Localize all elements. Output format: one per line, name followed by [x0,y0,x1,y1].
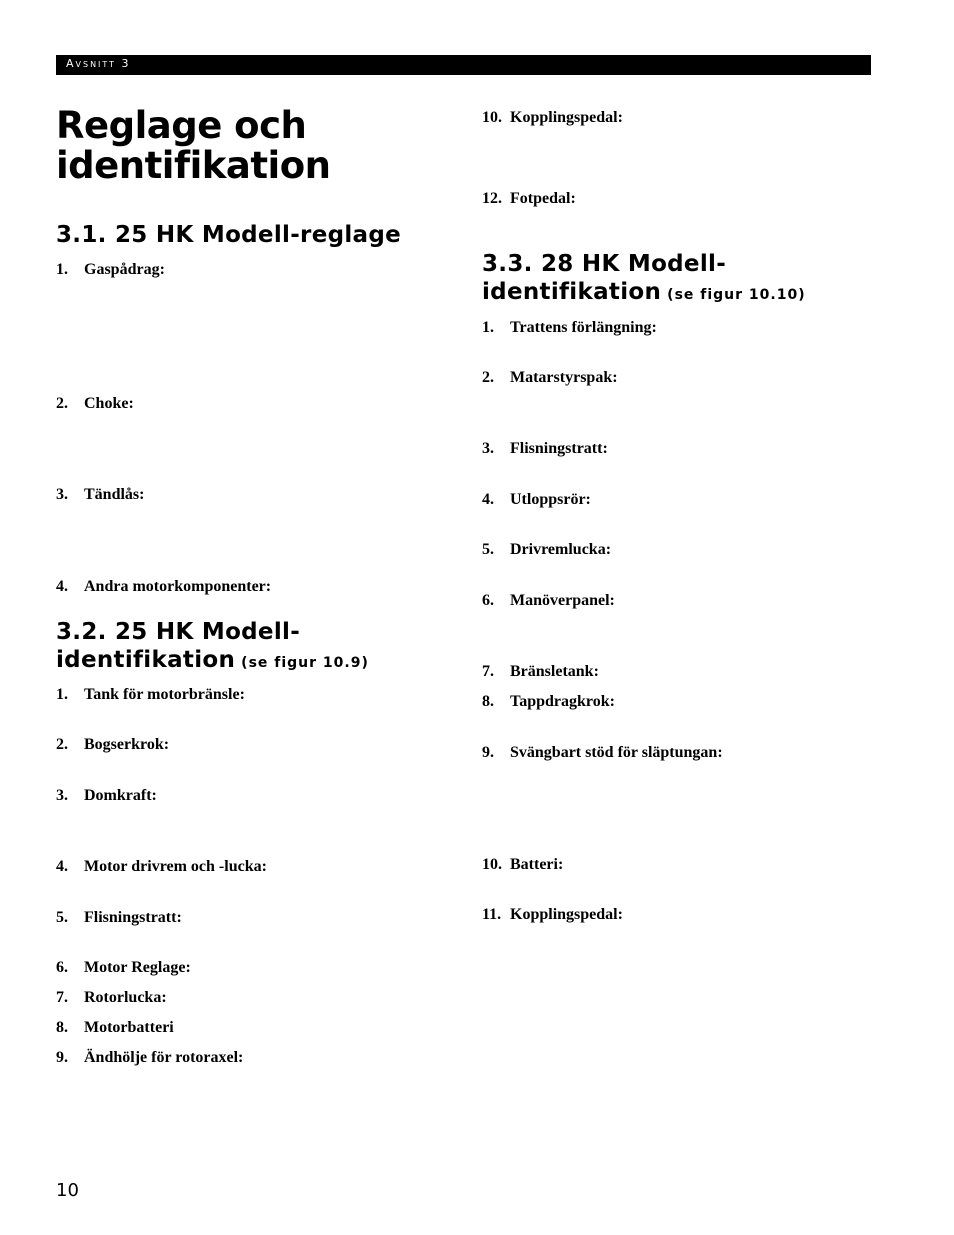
list-item [56,486,145,504]
list-item [56,686,245,704]
item-label: Flisningstratt: [84,909,182,926]
item-label: Motor drivrem och -lucka: [84,858,267,875]
item-label: Kopplingspedal: [510,906,623,923]
item-label: Andra motorkomponenter: [84,578,272,595]
figure-reference: (se figur 10.10) [667,287,806,303]
item-label: Matarstyrspak: [510,369,618,386]
item-label: Tank för motorbränsle: [84,686,245,703]
section-header-bar [56,55,871,75]
item-label: Bogserkrok: [84,736,170,753]
item-number: 4. [56,858,68,875]
list-item [482,592,615,610]
item-number: 7. [56,989,68,1006]
item-number: 4. [56,578,68,595]
item-label: Rotorlucka: [84,989,167,1006]
item-label: Domkraft: [84,787,157,804]
list-item [482,541,612,559]
item-label: Ändhölje för rotoraxel: [84,1049,244,1066]
item-number: 11. [482,906,502,923]
list-item [56,736,170,754]
item-number: 5. [56,909,68,926]
item-number: 2. [56,395,68,412]
list-item [56,1019,174,1037]
page-title-line1: Reglage och [56,104,307,147]
item-number: 3. [56,486,68,503]
section-heading-3-2-line2: identifikation [56,647,236,673]
section-heading-3-1-text: 3.1. 25 HK Modell-reglage [56,222,402,248]
item-number: 6. [482,592,494,609]
item-number: 6. [56,959,68,976]
section-heading-3-3 [482,250,806,309]
list-item [482,663,599,681]
figure-reference: (se figur 10.9) [241,655,369,671]
list-item [56,858,267,876]
item-label: Svängbart stöd för släptungan: [510,744,723,761]
item-label: Drivremlucka: [510,541,612,558]
item-label: Motor Reglage: [84,959,191,976]
item-number: 4. [482,491,494,508]
section-label: Avsnitt 3 [66,57,131,70]
list-item [482,491,591,509]
item-number: 5. [482,541,494,558]
list-item [482,440,608,458]
item-label: Bränsletank: [510,663,599,680]
item-label: Fotpedal: [510,190,576,207]
item-label: Gaspådrag: [84,261,165,278]
item-number: 2. [56,736,68,753]
item-label: Trattens förlängning: [510,319,657,336]
list-item [482,693,615,711]
item-number: 10. [482,109,502,126]
item-number: 9. [482,744,494,761]
list-item [56,959,191,977]
list-item [482,856,564,874]
item-label: Manöverpanel: [510,592,615,609]
list-item [56,578,272,596]
item-number: 8. [56,1019,68,1036]
section-heading-3-3-line1: 3.3. 28 HK Modell- [482,251,727,277]
list-item [56,1049,244,1067]
item-number: 3. [482,440,494,457]
item-number: 7. [482,663,494,680]
list-item [482,109,623,127]
page-number: 10 [56,1180,79,1201]
item-label: Batteri: [510,856,564,873]
list-item [482,744,723,762]
item-number: 10. [482,856,502,873]
list-item [56,909,182,927]
item-number: 8. [482,693,494,710]
item-number: 3. [56,787,68,804]
item-label: Tändlås: [84,486,145,503]
section-heading-3-1 [56,221,401,249]
section-heading-3-2 [56,618,369,677]
item-label: Choke: [84,395,134,412]
list-item [56,989,167,1007]
list-item [482,369,618,387]
page-title [56,106,330,186]
list-item [482,190,576,208]
item-number: 1. [482,319,494,336]
page-title-line2: identifikation [56,144,331,187]
list-item [56,261,165,279]
item-label: Utloppsrör: [510,491,591,508]
item-number: 1. [56,261,68,278]
item-number: 9. [56,1049,68,1066]
list-item [482,906,623,924]
section-heading-3-3-line2: identifikation [482,279,662,305]
list-item [56,395,134,413]
item-label: Kopplingspedal: [510,109,623,126]
item-label: Flisningstratt: [510,440,608,457]
item-number: 12. [482,190,502,207]
item-label: Motorbatteri [84,1019,174,1036]
item-label: Tappdragkrok: [510,693,615,710]
list-item [56,787,157,805]
section-heading-3-2-line1: 3.2. 25 HK Modell- [56,619,301,645]
list-item [482,319,657,337]
item-number: 1. [56,686,68,703]
item-number: 2. [482,369,494,386]
